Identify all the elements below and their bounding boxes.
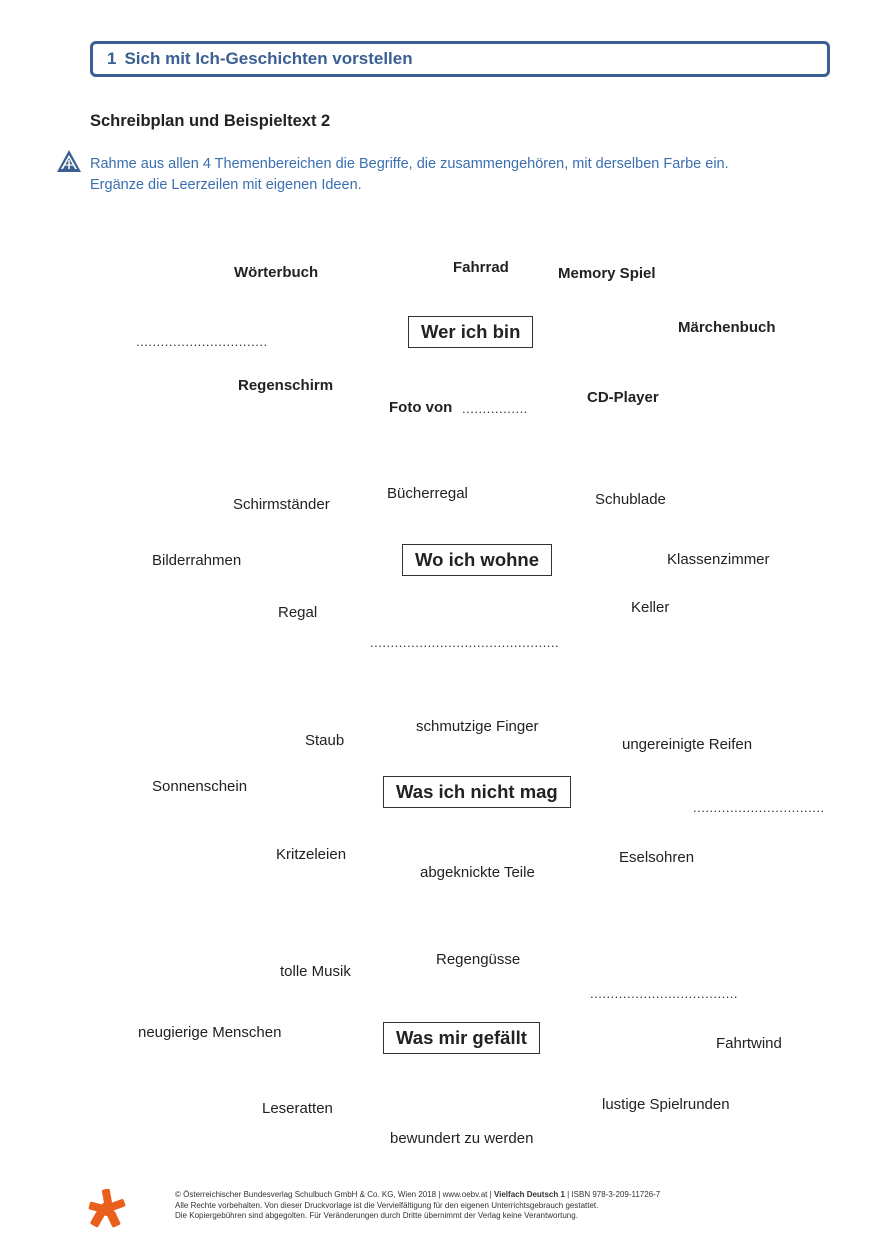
footer-copyright bbox=[175, 1190, 660, 1222]
word-maerchenbuch[interactable]: Märchenbuch bbox=[678, 319, 776, 336]
word-sonnenschein[interactable]: Sonnenschein bbox=[152, 778, 248, 795]
instruction-line-1: Rahme aus allen 4 Themenbereichen die Begriffe, die zusammengehören, mit derselben Farbe ein. bbox=[90, 156, 729, 172]
word-tolle-musik[interactable]: tolle Musik bbox=[280, 963, 351, 980]
word-schublade[interactable]: Schublade bbox=[595, 491, 666, 508]
section-header bbox=[90, 41, 830, 77]
word-leseratten[interactable]: Leseratten bbox=[262, 1100, 333, 1117]
word-kritzeleien[interactable]: Kritzeleien bbox=[276, 846, 347, 863]
word-neugierige-menschen[interactable]: neugierige Menschen bbox=[138, 1024, 282, 1041]
word-schmutzige-finger[interactable]: schmutzige Finger bbox=[416, 718, 539, 735]
footer-line-3: Die Kopiergebühren sind abgegolten. Für Veränderungen durch Dritte übernimmt der Verlag keine Verantwortung. bbox=[175, 1211, 578, 1220]
word-buecherregal[interactable]: Bücherregal bbox=[387, 485, 468, 502]
instruction-text bbox=[90, 154, 830, 196]
blank-line[interactable]: .................................... bbox=[590, 986, 739, 1001]
section-title: Sich mit Ich-Geschichten vorstellen bbox=[124, 49, 413, 68]
word-bewundert-zu-werden[interactable]: bewundert zu werden bbox=[390, 1130, 534, 1147]
footer-publisher: © Österreichischer Bundesverlag Schulbuch GmbH & Co. KG, Wien 2018 | www.oebv.at | bbox=[175, 1190, 494, 1199]
difficulty-triangle-icon bbox=[56, 148, 82, 174]
topic-was-mir-gefaellt: Was mir gefällt bbox=[383, 1022, 540, 1054]
page-subtitle: Schreibplan und Beispieltext 2 bbox=[90, 112, 331, 130]
word-keller[interactable]: Keller bbox=[631, 599, 670, 616]
word-abgeknickte-teile[interactable]: abgeknickte Teile bbox=[420, 864, 535, 881]
word-lustige-spielrunden[interactable]: lustige Spielrunden bbox=[602, 1096, 730, 1113]
word-cd-player[interactable]: CD-Player bbox=[587, 389, 659, 406]
word-fahrrad[interactable]: Fahrrad bbox=[453, 259, 509, 276]
word-eselsohren[interactable]: Eselsohren bbox=[619, 849, 695, 866]
word-regenschirm[interactable]: Regenschirm bbox=[238, 377, 334, 394]
word-schirmstaender[interactable]: Schirmständer bbox=[233, 496, 330, 513]
blank-line[interactable]: ................ bbox=[462, 401, 528, 416]
blank-line[interactable]: ................................ bbox=[693, 800, 825, 815]
word-woerterbuch[interactable]: Wörterbuch bbox=[234, 264, 319, 281]
word-memory-spiel[interactable]: Memory Spiel bbox=[558, 265, 656, 282]
blank-line[interactable]: ................................ bbox=[136, 334, 268, 349]
word-staub[interactable]: Staub bbox=[305, 732, 345, 749]
blank-line[interactable]: .............................................. bbox=[370, 635, 560, 650]
word-ungereinigte-reifen[interactable]: ungereinigte Reifen bbox=[622, 736, 753, 753]
word-regenguesse[interactable]: Regengüsse bbox=[436, 951, 521, 968]
footer-line-1 bbox=[175, 1190, 660, 1201]
word-regal[interactable]: Regal bbox=[278, 604, 318, 621]
footer-isbn: | ISBN 978-3-209-11726-7 bbox=[564, 1190, 661, 1199]
footer-book-title: Vielfach Deutsch 1 bbox=[493, 1190, 565, 1199]
word-bilderrahmen[interactable]: Bilderrahmen bbox=[152, 552, 242, 569]
word-fahrtwind[interactable]: Fahrtwind bbox=[716, 1035, 782, 1052]
instruction-line-2: Ergänze die Leerzeilen mit eigenen Ideen. bbox=[90, 177, 362, 193]
word-foto-von[interactable]: Foto von bbox=[389, 399, 453, 416]
footer-line-2: Alle Rechte vorbehalten. Von dieser Druckvorlage ist die Vervielfältigung für den eigenen Unterrichtsgebrauch gestattet. bbox=[175, 1200, 599, 1210]
topic-wo-ich-wohne: Wo ich wohne bbox=[402, 544, 552, 576]
word-klassenzimmer[interactable]: Klassenzimmer bbox=[667, 551, 770, 568]
section-number: 1 bbox=[107, 49, 117, 68]
publisher-asterisk-logo bbox=[88, 1188, 126, 1228]
topic-was-ich-nicht-mag: Was ich nicht mag bbox=[383, 776, 571, 808]
topic-wer-ich-bin: Wer ich bin bbox=[408, 316, 533, 348]
